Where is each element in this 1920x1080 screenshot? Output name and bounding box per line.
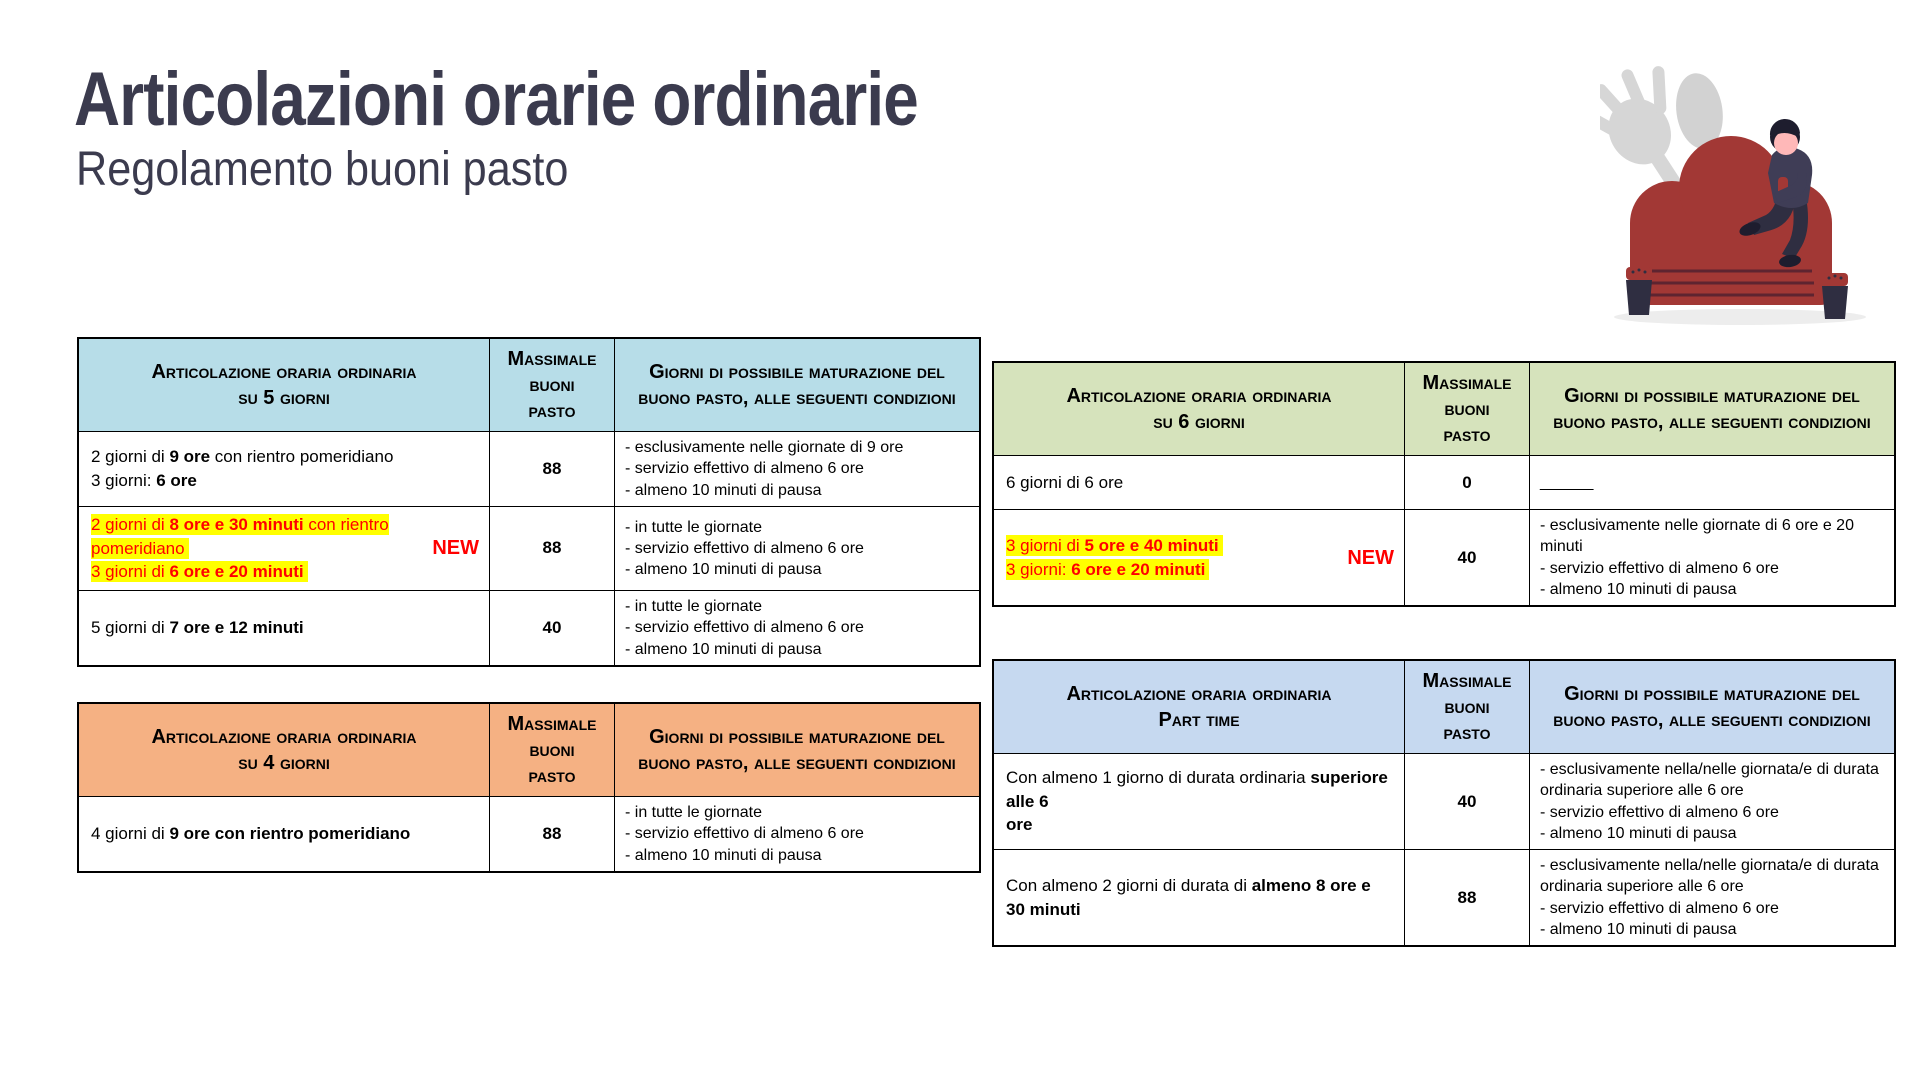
condition-line: - almeno 10 minuti di pausa xyxy=(1540,824,1737,842)
condition-line: - almeno 10 minuti di pausa xyxy=(625,481,822,499)
text-segment: con rientro pomeridiano xyxy=(91,514,389,558)
table-part-time xyxy=(992,659,1896,947)
schedule-cell xyxy=(78,432,490,507)
conditions-cell xyxy=(1530,510,1896,607)
condition-line: - esclusivamente nelle giornate di 9 ore xyxy=(625,439,904,456)
table-su-6-giorni xyxy=(992,361,1896,607)
header-cell xyxy=(1530,362,1896,456)
conditions-cell xyxy=(1530,850,1896,947)
condition-line: - in tutte le giornate xyxy=(625,804,762,821)
conditions-cell xyxy=(615,591,981,666)
text-segment: 3 giorni di xyxy=(91,562,170,582)
condition-line: - almeno 10 minuti di pausa xyxy=(625,846,822,864)
text-segment: 5 ore e 40 minuti xyxy=(1084,535,1219,555)
header-line: Massimale xyxy=(507,713,597,735)
text-segment: 6 ore e 20 minuti xyxy=(1071,559,1206,579)
header-cell xyxy=(490,703,615,797)
schedule-line xyxy=(1006,558,1392,582)
page-subtitle: Regolamento buoni pasto xyxy=(76,143,569,196)
header-line: pasto xyxy=(528,765,576,787)
text-segment: Con almeno 1 giorno di durata ordinaria xyxy=(1006,767,1311,787)
header-line: Massimale xyxy=(1422,372,1512,394)
header-line: buoni xyxy=(1444,696,1490,718)
highlighted-text xyxy=(91,561,308,582)
max-vouchers-cell: 0 xyxy=(1405,456,1530,510)
condition-line: - esclusivamente nella/nelle giornata/e di durata xyxy=(1540,857,1879,875)
header-cell xyxy=(1530,660,1896,754)
text-segment: 9 ore con rientro pomeridiano xyxy=(169,824,411,843)
text-segment: superiore alle 6 xyxy=(1006,767,1388,811)
text-segment: 9 ore xyxy=(169,447,211,467)
max-vouchers-cell: 40 xyxy=(490,591,615,666)
schedule-cell xyxy=(78,797,490,872)
highlighted-text xyxy=(91,514,389,559)
schedule-line xyxy=(1006,874,1392,922)
table-row xyxy=(993,850,1895,947)
header-line: Part time xyxy=(1158,709,1240,731)
schedule-line xyxy=(91,560,477,584)
conditions-cell xyxy=(615,432,981,507)
text-segment: 5 giorni di xyxy=(91,618,170,638)
table-header-row xyxy=(78,338,980,432)
conditions-cell xyxy=(615,797,981,872)
conditions-cell xyxy=(1530,456,1896,510)
header-cell xyxy=(78,703,490,797)
max-vouchers-cell: 88 xyxy=(1405,850,1530,947)
conditions-cell xyxy=(1530,754,1896,850)
header-line: su 6 giorni xyxy=(1153,411,1245,433)
condition-line: - servizio effettivo di almeno 6 ore xyxy=(625,619,864,637)
text-segment: 6 giorni di 6 ore xyxy=(1006,472,1124,492)
header-line: Massimale xyxy=(1422,670,1512,692)
header-line: Giorni di possibile maturazione del xyxy=(649,361,945,383)
condition-line: - servizio effettivo di almeno 6 ore xyxy=(625,539,864,557)
conditions-cell xyxy=(615,506,981,590)
header-line: buoni xyxy=(529,374,575,396)
condition-line: - esclusivamente nelle giornate di 6 ore e 20 minuti xyxy=(1540,517,1854,556)
condition-line: - in tutte le giornate xyxy=(625,518,762,536)
header-cell xyxy=(993,660,1405,754)
table-row xyxy=(78,506,980,590)
schedule-line xyxy=(1006,534,1392,558)
header-line: Articolazione oraria ordinaria xyxy=(1066,385,1332,407)
header-cell xyxy=(615,338,981,432)
header-line: Articolazione oraria ordinaria xyxy=(1066,683,1332,705)
text-segment: 7 ore e 12 minuti xyxy=(169,618,304,638)
header-line: pasto xyxy=(1443,722,1491,744)
condition-line: - servizio effettivo di almeno 6 ore xyxy=(625,825,864,843)
new-badge: NEW xyxy=(1347,546,1394,569)
condition-line: - servizio effettivo di almeno 6 ore xyxy=(625,460,864,478)
condition-line: - servizio effettivo di almeno 6 ore xyxy=(1540,899,1779,917)
pepper-shaker xyxy=(1822,273,1848,319)
table-header-row xyxy=(993,660,1895,754)
table-row xyxy=(78,432,980,507)
text-segment: Con almeno 2 giorni di durata di xyxy=(1006,875,1252,895)
header-line: pasto xyxy=(528,400,576,422)
max-vouchers-cell: 40 xyxy=(1405,510,1530,607)
header-cell xyxy=(615,703,981,797)
schedule-line xyxy=(1006,813,1392,837)
schedule-line xyxy=(91,445,477,469)
text-segment: 6 ore e 20 minuti xyxy=(169,562,304,582)
header-line: su 4 giorni xyxy=(238,752,330,774)
highlighted-text xyxy=(1006,535,1223,556)
condition-line: - servizio effettivo di almeno 6 ore xyxy=(1540,559,1779,577)
condition-line: - almeno 10 minuti di pausa xyxy=(625,561,822,579)
text-segment: 3 giorni: xyxy=(91,470,157,490)
header-line: Giorni di possibile maturazione del xyxy=(649,726,945,748)
schedule-cell xyxy=(993,754,1405,850)
text-segment: 2 giorni di xyxy=(91,514,170,534)
salt-shaker xyxy=(1626,267,1652,315)
schedule-cell xyxy=(993,850,1405,947)
header-cell xyxy=(490,338,615,432)
table-header-row xyxy=(78,703,980,797)
header-line: Articolazione oraria ordinaria xyxy=(151,726,417,748)
condition-line: - esclusivamente nella/nelle giornata/e di durata xyxy=(1540,761,1879,778)
text-segment: 4 giorni di xyxy=(91,824,170,843)
header-line: Articolazione oraria ordinaria xyxy=(151,361,417,383)
highlighted-text xyxy=(1006,559,1209,580)
max-vouchers-cell: 88 xyxy=(490,797,615,872)
header-line: su 5 giorni xyxy=(238,387,330,409)
table-su-4-giorni xyxy=(77,702,981,873)
max-vouchers-cell: 88 xyxy=(490,432,615,507)
header-line: buono pasto, alle seguenti condizioni xyxy=(1553,709,1871,731)
header-cell xyxy=(78,338,490,432)
table-row xyxy=(993,456,1895,510)
text-segment: 3 giorni di xyxy=(1006,535,1085,555)
header-line: Giorni di possibile maturazione del xyxy=(1564,385,1860,407)
text-segment: con rientro pomeridiano xyxy=(210,447,394,467)
header-cell xyxy=(993,362,1405,456)
schedule-line xyxy=(1006,471,1392,495)
header-line: buoni xyxy=(529,739,575,761)
schedule-cell xyxy=(78,591,490,666)
schedule-line xyxy=(1006,766,1392,814)
header-line: buono pasto, alle seguenti condizioni xyxy=(1553,411,1871,433)
condition-line: ______ xyxy=(1540,473,1594,491)
text-segment: 2 giorni di xyxy=(91,447,170,467)
header-cell xyxy=(1405,660,1530,754)
text-segment: 3 giorni: xyxy=(1006,559,1072,579)
max-vouchers-cell: 88 xyxy=(490,506,615,590)
text-segment: ore xyxy=(1006,815,1033,835)
header-cell xyxy=(1405,362,1530,456)
schedule-cell xyxy=(78,506,490,590)
table-su-5-giorni xyxy=(77,337,981,667)
new-badge: NEW xyxy=(432,537,479,560)
header-line: buono pasto, alle seguenti condizioni xyxy=(638,752,956,774)
table-row xyxy=(993,754,1895,850)
text-segment: 6 ore xyxy=(156,470,197,490)
text-segment: almeno 8 ore e 30 minuti xyxy=(1006,875,1371,919)
schedule-cell xyxy=(993,510,1405,607)
condition-line: - servizio effettivo di almeno 6 ore xyxy=(1540,803,1779,821)
schedule-cell xyxy=(993,456,1405,510)
page-title: Articolazioni orarie ordinarie xyxy=(74,57,918,142)
table-header-row xyxy=(993,362,1895,456)
max-vouchers-cell: 40 xyxy=(1405,754,1530,850)
header-line: buoni xyxy=(1444,398,1490,420)
header-line: buono pasto, alle seguenti condizioni xyxy=(638,387,956,409)
condition-line: - almeno 10 minuti di pausa xyxy=(625,640,822,658)
header-line: pasto xyxy=(1443,424,1491,446)
condition-line: - almeno 10 minuti di pausa xyxy=(1540,920,1737,938)
table-row xyxy=(993,510,1895,607)
schedule-line xyxy=(91,822,477,846)
condition-line: - in tutte le giornate xyxy=(625,598,762,616)
table-row xyxy=(78,797,980,872)
condition-line: ordinaria superiore alle 6 ore xyxy=(1540,782,1744,800)
table-row xyxy=(78,591,980,666)
schedule-line xyxy=(91,513,477,561)
header-line: Massimale xyxy=(507,348,597,370)
text-segment: 8 ore e 30 minuti xyxy=(169,514,304,534)
chef-illustration xyxy=(1600,55,1880,340)
condition-line: - almeno 10 minuti di pausa xyxy=(1540,580,1737,598)
schedule-line xyxy=(91,469,477,493)
header-line: Giorni di possibile maturazione del xyxy=(1564,683,1860,705)
schedule-line xyxy=(91,616,477,640)
condition-line: ordinaria superiore alle 6 ore xyxy=(1540,878,1744,896)
